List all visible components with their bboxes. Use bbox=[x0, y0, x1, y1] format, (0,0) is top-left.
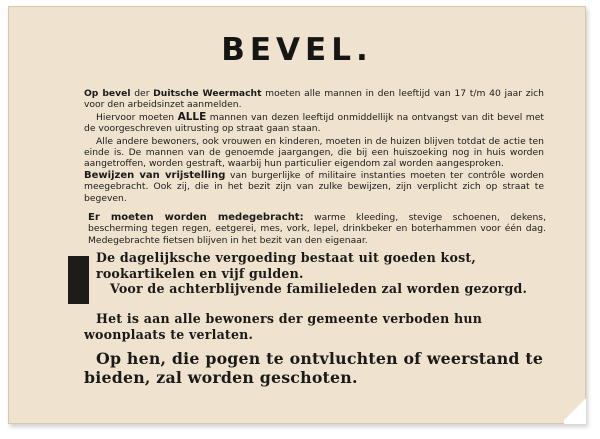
assembly-text-1: Hiervoor moeten bbox=[96, 111, 178, 123]
bring-text: warme kleeding, stevige schoenen, dekens, bescherming tegen regen, eetgerei, mes, vork, lepel, drinkbeker en boterhammen voor één dag. Medegebrachte fietsen blijven in het bezit van den eigenaar. bbox=[88, 212, 546, 246]
warning-block bbox=[84, 349, 550, 387]
prohibition-statement: Het is aan alle bewoners der gemeente verboden hun woonplaats te verlaten. bbox=[84, 311, 483, 342]
exemption-heading: Bewijzen van vrijstelling bbox=[84, 169, 226, 181]
stay-inside-paragraph: Alle andere bewoners, ook vrouwen en kinderen, moeten in de huizen blijven totdat de actie ten einde is. De mannen van de genoemde jaargangen, die bij een huiszoeking nog in huis worden aangetroffen, worden gestraft, waarbij hun particulier eigendom zal worden aangesproken. bbox=[84, 135, 544, 170]
bring-heading: Er moeten worden medegebracht: bbox=[88, 212, 304, 223]
paragraph-bring-items bbox=[88, 212, 546, 246]
poster-sheet bbox=[8, 6, 586, 424]
order-lead: Op bevel bbox=[84, 88, 131, 99]
large-statements bbox=[96, 250, 548, 297]
assembly-text-2: mannen van dezen leeftijd onmiddellijk na ontvangst van dit bevel met de voorgeschreven uitrusting op straat gaan staan. bbox=[84, 111, 544, 135]
order-text-2: moeten alle mannen in den leeftijd van 17 t/m 40 jaar zich voor den arbeidsinzet aanmelden. bbox=[84, 88, 544, 111]
assembly-emphasis: ALLE bbox=[177, 110, 207, 123]
exemption-text: van burgerlijke of militaire instanties moeten ter contrôle worden meegebracht. Ook zij, die in het bezit zijn van zulke bewijzen, zijn verplicht zich op straat te begeven. bbox=[84, 169, 545, 204]
prohibition-block bbox=[84, 311, 550, 342]
black-block-mark bbox=[68, 256, 89, 304]
compensation-statement: De dagelijksche vergoeding bestaat uit goeden kost, rookartikelen en vijf gulden. bbox=[96, 250, 476, 281]
poster-title: BEVEL. bbox=[221, 32, 373, 68]
order-authority: Duitsche Weermacht bbox=[153, 88, 262, 99]
paragraph-order bbox=[84, 88, 544, 204]
warning-statement: Op hen, die pogen te ontvluchten of weerstand te bieden, zal worden geschoten. bbox=[84, 349, 544, 387]
family-statement: Voor de achterblijvende familieleden zal worden gezorgd. bbox=[110, 281, 528, 297]
order-text-1: der bbox=[130, 88, 154, 99]
